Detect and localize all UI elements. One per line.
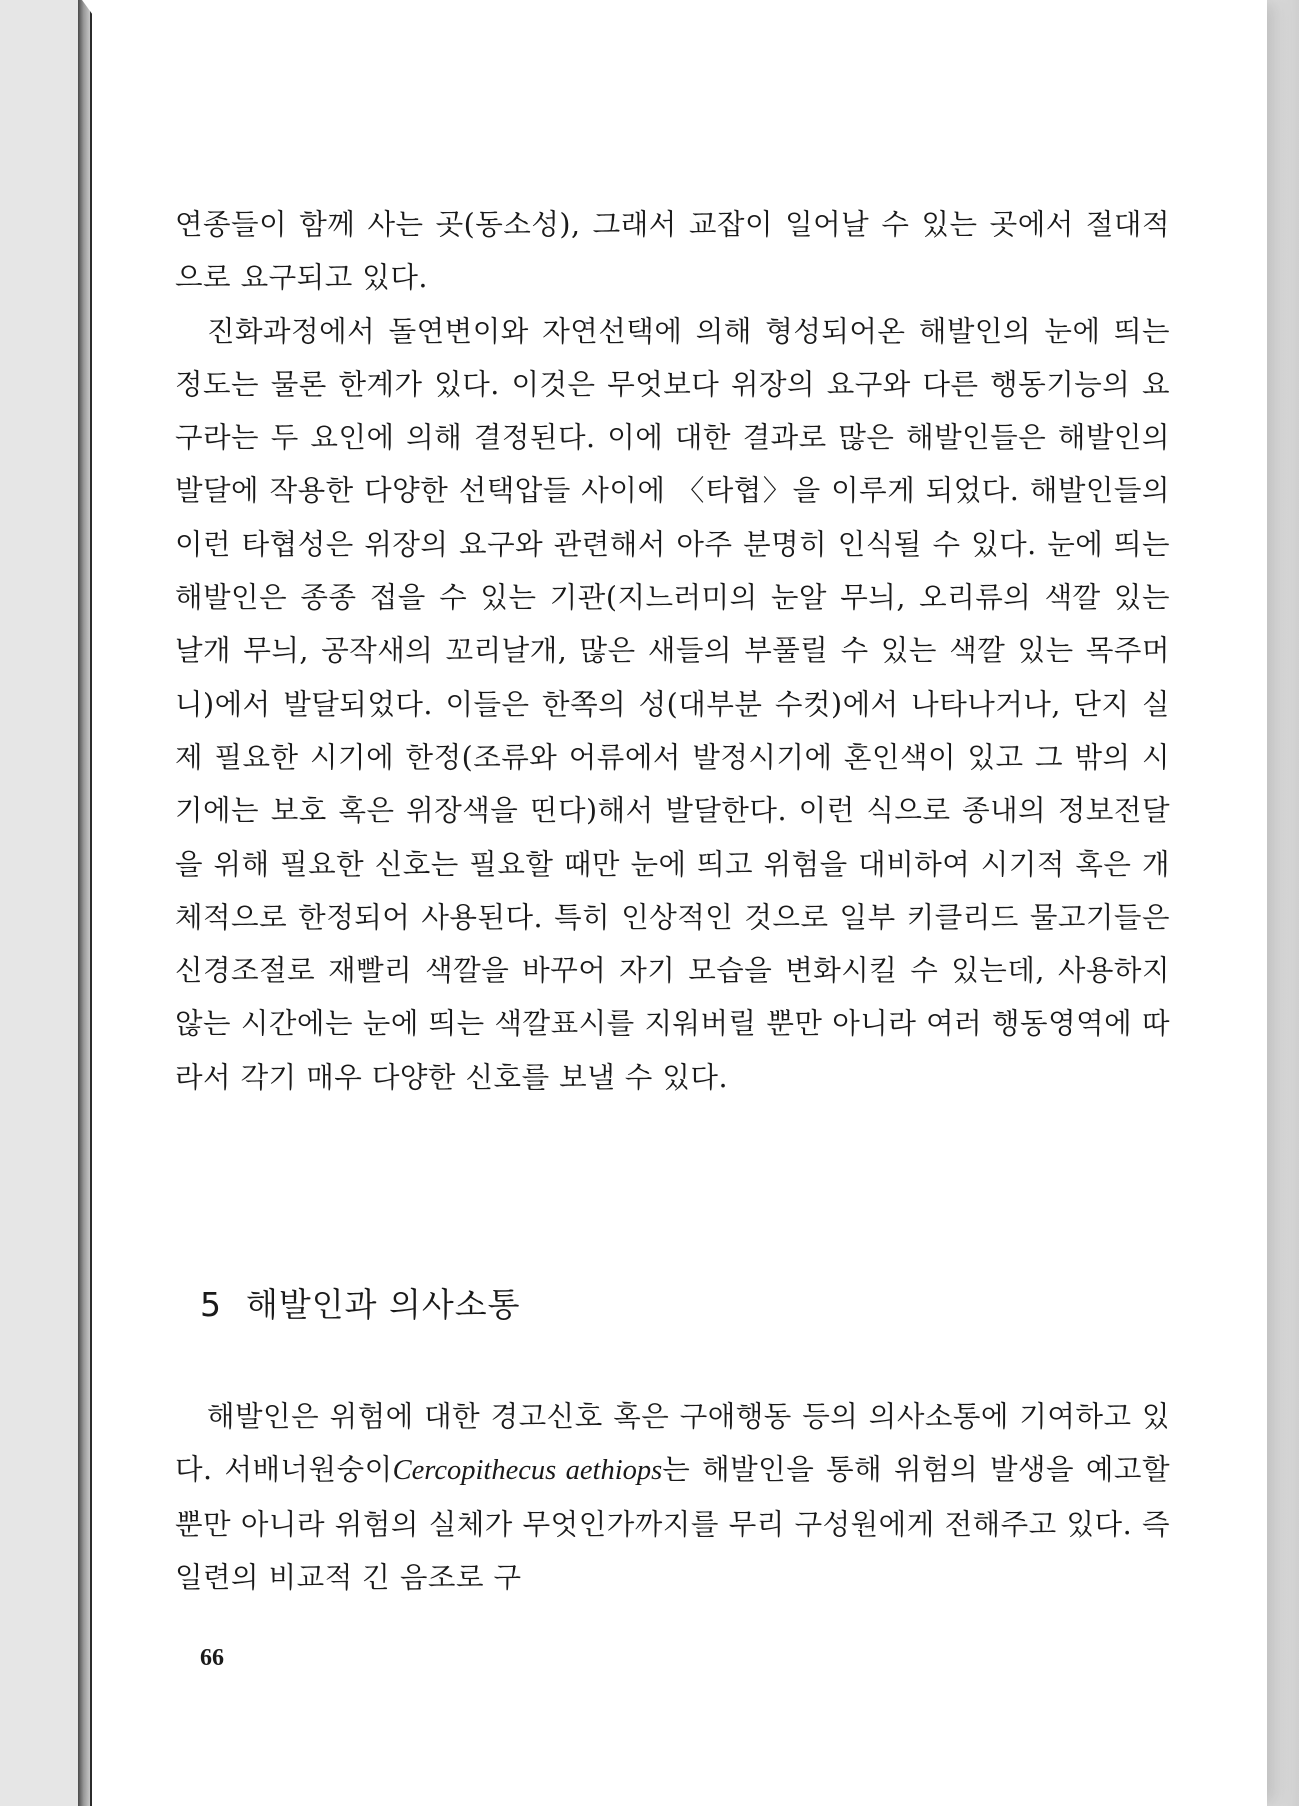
section-text-part-1: 해발인은 위험에 대한 경고신호 혹은 구애행동 등의 의사소통에 기여하고 있다. 서배너원숭이 [175,1400,1170,1487]
latin-species-name: Cercopithecus aethiops [392,1455,663,1487]
section-text-part-2: 는 해발인을 통해 위험의 발생을 예고할 뿐만 아니라 위험의 실체가 무엇인가까지를 무리 구성원에게 전해주고 있다. 즉 일련의 비교적 긴 음조로 구 [175,1453,1170,1594]
page-corner-fold [82,0,98,22]
section-number: 5 [200,1285,222,1324]
section-title: 해발인과 의사소통 [246,1285,521,1324]
section-heading [200,1283,521,1327]
page-number: 66 [200,1645,224,1671]
paragraph-1: 연종들이 함께 사는 곳(동소성), 그래서 교잡이 일어날 수 있는 곳에서 절대적으로 요구되고 있다. [175,208,1170,295]
paragraph-2: 진화과정에서 돌연변이와 자연선택에 의해 형성되어온 해발인의 눈에 띄는 정도는 물론 한계가 있다. 이것은 무엇보다 위장의 요구와 다른 행동기능의 요구라는 두 요인에 의해 결정된다. 이에 대한 결과로 많은 해발인들은 해발인의 발달에 작용한 다양한 선택압들 사이에 〈타협〉을 이루게 되었다. 해발인들의 이런 타협성은 위장의 요구와 관련해서 아주 분명히 인식될 수 있다. 눈에 띄는 해발인은 종종 접을 수 있는 기관(지느러미의 눈알 무늬, 오리류의 색깔 있는 날개 무늬, 공작새의 꼬리날개, 많은 새들의 부풀릴 수 있는 색깔 있는 목주머니)에서 발달되었다. 이들은 한쪽의 성(대부분 수컷)에서 나타나거나, 단지 실제 필요한 시기에 한정(조류와 어류에서 발정시기에 혼인색이 있고 그 밖의 시기에는 보호 혹은 위장색을 띤다)해서 발달한다. 이런 식으로 종내의 정보전달을 위해 필요한 신호는 필요할 때만 눈에 띄고 위험을 대비하여 시기적 혹은 개체적으로 한정되어 사용된다. 특히 인상적인 것으로 일부 키클리드 물고기들은 신경조절로 재빨리 색깔을 바꾸어 자기 모습을 변화시킬 수 있는데, 사용하지 않는 시간에는 눈에 띄는 색깔표시를 지워버릴 뿐만 아니라 여러 행동영역에 따라서 각기 매우 다양한 신호를 보낼 수 있다. [175,314,1170,1094]
section-body-text [175,1390,1170,1604]
section-paragraph [175,1390,1170,1604]
body-text [175,198,1170,1104]
